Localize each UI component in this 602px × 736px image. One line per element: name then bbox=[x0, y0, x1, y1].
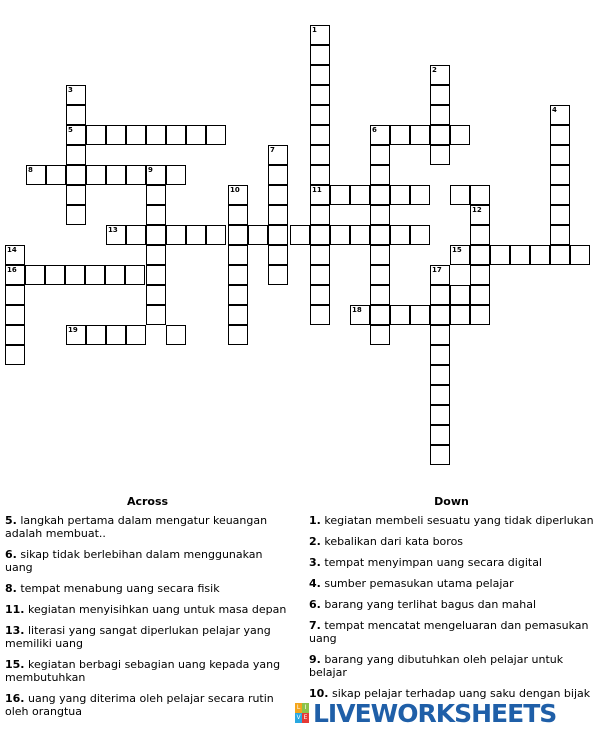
crossword-cell[interactable] bbox=[430, 405, 450, 425]
clue-number: 6. bbox=[5, 548, 17, 561]
crossword-cell[interactable] bbox=[146, 285, 166, 305]
crossword-cell[interactable] bbox=[146, 225, 166, 245]
crossword-cell[interactable] bbox=[550, 225, 570, 245]
logo-letter-tile: E bbox=[303, 714, 308, 721]
clue-text: langkah pertama dalam mengatur keuangan adalah membuat.. bbox=[5, 514, 268, 540]
crossword-cell[interactable] bbox=[450, 285, 470, 305]
clue-number: 9. bbox=[309, 653, 321, 666]
clue-number-label: 9 bbox=[148, 166, 153, 174]
crossword-cell[interactable] bbox=[370, 285, 390, 305]
crossword-cell[interactable] bbox=[146, 245, 166, 265]
crossword-cell[interactable] bbox=[125, 265, 145, 285]
crossword-cell[interactable] bbox=[550, 125, 570, 145]
crossword-cell[interactable] bbox=[85, 265, 105, 285]
crossword-cell[interactable] bbox=[5, 305, 25, 325]
clue-number-label: 15 bbox=[452, 246, 462, 254]
crossword-cell[interactable] bbox=[550, 205, 570, 225]
crossword-cell[interactable] bbox=[310, 305, 330, 325]
crossword-cell[interactable] bbox=[310, 165, 330, 185]
clue-number-label: 8 bbox=[28, 166, 33, 174]
crossword-cell[interactable] bbox=[370, 265, 390, 285]
crossword-cell[interactable] bbox=[410, 305, 430, 325]
crossword-cell[interactable] bbox=[105, 265, 125, 285]
crossword-cell[interactable] bbox=[166, 125, 186, 145]
clue-number-label: 10 bbox=[230, 186, 240, 194]
clue-number-label: 18 bbox=[352, 306, 362, 314]
crossword-cell[interactable] bbox=[310, 205, 330, 225]
across-clues bbox=[5, 493, 290, 726]
crossword-cell[interactable] bbox=[370, 165, 390, 185]
clue-number-label: 2 bbox=[432, 66, 437, 74]
crossword-cell[interactable] bbox=[490, 245, 510, 265]
crossword-cell[interactable] bbox=[330, 225, 350, 245]
crossword-cell[interactable] bbox=[268, 185, 288, 205]
watermark-text: LIVEWORKSHEETS bbox=[313, 698, 557, 728]
down-clue bbox=[309, 653, 594, 679]
crossword-cell[interactable] bbox=[166, 165, 186, 185]
crossword-cell[interactable] bbox=[228, 285, 248, 305]
logo-letter-tile: L bbox=[296, 704, 301, 711]
crossword-cell[interactable] bbox=[228, 245, 248, 265]
down-clue bbox=[309, 556, 594, 569]
crossword-cell[interactable] bbox=[390, 225, 410, 245]
crossword-cell[interactable] bbox=[146, 305, 166, 325]
crossword-cell[interactable] bbox=[390, 125, 410, 145]
crossword-cell[interactable] bbox=[126, 125, 146, 145]
crossword-cell[interactable] bbox=[430, 445, 450, 465]
clue-text: kegiatan berbagi sebagian uang kepada yang membutuhkan bbox=[5, 658, 281, 684]
crossword-cell[interactable] bbox=[470, 285, 490, 305]
crossword-cell[interactable] bbox=[228, 225, 248, 245]
down-clue bbox=[309, 535, 594, 548]
crossword-cell[interactable] bbox=[350, 185, 370, 205]
crossword-cell[interactable] bbox=[430, 105, 450, 125]
crossword-cell[interactable] bbox=[430, 325, 450, 345]
clue-text: sikap tidak berlebihan dalam menggunakan uang bbox=[5, 548, 263, 574]
crossword-cell[interactable] bbox=[450, 185, 470, 205]
crossword-cell[interactable] bbox=[5, 325, 25, 345]
crossword-cell[interactable] bbox=[5, 285, 25, 305]
crossword-cell[interactable] bbox=[310, 105, 330, 125]
logo-letter-tile: V bbox=[296, 714, 301, 721]
across-clue bbox=[5, 603, 290, 616]
clue-number: 11. bbox=[5, 603, 25, 616]
clue-number: 5. bbox=[5, 514, 17, 527]
crossword-cell[interactable] bbox=[370, 205, 390, 225]
crossword-cell[interactable] bbox=[330, 185, 350, 205]
clue-text: barang yang dibutuhkan oleh pelajar untuk belajar bbox=[309, 653, 564, 679]
crossword-cell[interactable] bbox=[430, 385, 450, 405]
crossword-cell[interactable] bbox=[310, 265, 330, 285]
crossword-cell[interactable] bbox=[430, 365, 450, 385]
clue-text: barang yang terlihat bagus dan mahal bbox=[320, 598, 537, 611]
crossword-cell[interactable] bbox=[310, 65, 330, 85]
down-clues bbox=[309, 493, 594, 708]
crossword-cell[interactable] bbox=[310, 285, 330, 305]
crossword-cell[interactable] bbox=[5, 345, 25, 365]
clue-number: 7. bbox=[309, 619, 321, 632]
clue-text: tempat menabung uang secara fisik bbox=[16, 582, 220, 595]
crossword-cell[interactable] bbox=[470, 245, 490, 265]
crossword-cell[interactable] bbox=[228, 205, 248, 225]
clue-number-label: 7 bbox=[270, 146, 275, 154]
clue-text: kegiatan membeli sesuatu yang tidak diperlukan bbox=[320, 514, 594, 527]
crossword-cell[interactable] bbox=[126, 325, 146, 345]
across-clue bbox=[5, 514, 290, 540]
crossword-cell[interactable] bbox=[370, 145, 390, 165]
clue-number-label: 4 bbox=[552, 106, 557, 114]
clue-number-label: 17 bbox=[432, 266, 442, 274]
crossword-cell[interactable] bbox=[86, 125, 106, 145]
crossword-cell[interactable] bbox=[146, 265, 166, 285]
logo-letter-tile: I bbox=[302, 703, 309, 713]
crossword-cell[interactable] bbox=[370, 225, 390, 245]
crossword-cell[interactable] bbox=[126, 225, 146, 245]
crossword-cell[interactable] bbox=[570, 245, 590, 265]
crossword-cell[interactable] bbox=[86, 325, 106, 345]
clue-number-label: 16 bbox=[7, 266, 17, 274]
crossword-cell[interactable] bbox=[186, 225, 206, 245]
crossword-cell[interactable] bbox=[268, 265, 288, 285]
crossword-cell[interactable] bbox=[166, 225, 186, 245]
clue-number: 16. bbox=[5, 692, 25, 705]
clue-number-label: 14 bbox=[7, 246, 17, 254]
crossword-cell[interactable] bbox=[45, 265, 65, 285]
crossword-cell[interactable] bbox=[430, 145, 450, 165]
clue-text: kegiatan menyisihkan uang untuk masa depan bbox=[24, 603, 287, 616]
crossword-cell[interactable] bbox=[530, 245, 550, 265]
crossword-cell[interactable] bbox=[310, 45, 330, 65]
crossword-cell[interactable] bbox=[430, 125, 450, 145]
crossword-cell[interactable] bbox=[268, 205, 288, 225]
crossword-cell[interactable] bbox=[46, 165, 66, 185]
clue-text: sumber pemasukan utama pelajar bbox=[320, 577, 514, 590]
crossword-cell[interactable] bbox=[310, 225, 330, 245]
crossword-cell[interactable] bbox=[206, 225, 226, 245]
clue-text: sikap pelajar terhadap uang saku dengan bijak bbox=[328, 687, 591, 700]
down-clue bbox=[309, 619, 594, 645]
crossword-cell[interactable] bbox=[25, 265, 45, 285]
clue-number-label: 6 bbox=[372, 126, 377, 134]
crossword-cell[interactable] bbox=[290, 225, 310, 245]
crossword-cell[interactable] bbox=[228, 325, 248, 345]
crossword-cell[interactable] bbox=[370, 325, 390, 345]
crossword-cell[interactable] bbox=[106, 165, 126, 185]
crossword-cell[interactable] bbox=[370, 245, 390, 265]
crossword-cell[interactable] bbox=[430, 285, 450, 305]
across-clue bbox=[5, 548, 290, 574]
crossword-cell[interactable] bbox=[450, 305, 470, 325]
crossword-cell[interactable] bbox=[550, 165, 570, 185]
clue-number: 13. bbox=[5, 624, 25, 637]
crossword-cell[interactable] bbox=[86, 165, 106, 185]
clue-number-label: 5 bbox=[68, 126, 73, 134]
crossword-cell[interactable] bbox=[310, 145, 330, 165]
clue-text: uang yang diterima oleh pelajar secara rutin oleh orangtua bbox=[5, 692, 274, 718]
crossword-cell[interactable] bbox=[390, 305, 410, 325]
crossword-cell[interactable] bbox=[268, 245, 288, 265]
clue-number-label: 3 bbox=[68, 86, 73, 94]
crossword-cell[interactable] bbox=[410, 185, 430, 205]
crossword-cell[interactable] bbox=[510, 245, 530, 265]
clue-number-label: 11 bbox=[312, 186, 322, 194]
clue-number-label: 12 bbox=[472, 206, 482, 214]
crossword-cell[interactable] bbox=[126, 165, 146, 185]
crossword-cell[interactable] bbox=[66, 145, 86, 165]
crossword-cell[interactable] bbox=[370, 305, 390, 325]
crossword-cell[interactable] bbox=[66, 165, 86, 185]
clue-number: 2. bbox=[309, 535, 321, 548]
crossword-cell[interactable] bbox=[65, 265, 85, 285]
crossword-cell[interactable] bbox=[310, 125, 330, 145]
crossword-cell[interactable] bbox=[146, 185, 166, 205]
crossword-cell[interactable] bbox=[146, 125, 166, 145]
clue-number-label: 19 bbox=[68, 326, 78, 334]
crossword-cell[interactable] bbox=[390, 185, 410, 205]
crossword-cell[interactable] bbox=[228, 265, 248, 285]
clue-text: tempat mencatat mengeluaran dan pemasukan uang bbox=[309, 619, 589, 645]
down-clue bbox=[309, 598, 594, 611]
down-clue bbox=[309, 514, 594, 527]
crossword-cell[interactable] bbox=[106, 125, 126, 145]
crossword-cell[interactable] bbox=[410, 125, 430, 145]
clue-number: 1. bbox=[309, 514, 321, 527]
across-clue bbox=[5, 692, 290, 718]
crossword-cell[interactable] bbox=[430, 85, 450, 105]
liveworksheets-logo-icon bbox=[295, 703, 309, 723]
crossword-cell[interactable] bbox=[550, 185, 570, 205]
crossword-cell[interactable] bbox=[370, 185, 390, 205]
crossword-cell[interactable] bbox=[550, 245, 570, 265]
crossword-cell[interactable] bbox=[430, 425, 450, 445]
crossword-cell[interactable] bbox=[228, 305, 248, 325]
crossword-cell[interactable] bbox=[106, 325, 126, 345]
clue-number: 8. bbox=[5, 582, 17, 595]
crossword-cell[interactable] bbox=[430, 305, 450, 325]
down-heading: Down bbox=[434, 495, 469, 508]
crossword-cell[interactable] bbox=[410, 225, 430, 245]
crossword-cell[interactable] bbox=[310, 85, 330, 105]
crossword-cell[interactable] bbox=[206, 125, 226, 145]
crossword-cell[interactable] bbox=[350, 225, 370, 245]
crossword-cell[interactable] bbox=[430, 345, 450, 365]
clue-number: 10. bbox=[309, 687, 329, 700]
crossword-cell[interactable] bbox=[470, 265, 490, 285]
down-clue bbox=[309, 577, 594, 590]
across-heading: Across bbox=[126, 495, 169, 508]
clue-text: kebalikan dari kata boros bbox=[320, 535, 464, 548]
liveworksheets-watermark bbox=[295, 699, 595, 727]
crossword-cell[interactable] bbox=[248, 225, 268, 245]
crossword-cell[interactable] bbox=[186, 125, 206, 145]
clue-number-label: 13 bbox=[108, 226, 118, 234]
crossword-cell[interactable] bbox=[550, 145, 570, 165]
clue-text: tempat menyimpan uang secara digital bbox=[320, 556, 542, 569]
clue-number: 3. bbox=[309, 556, 321, 569]
clue-number-label: 1 bbox=[312, 26, 317, 34]
crossword-cell[interactable] bbox=[450, 125, 470, 145]
crossword-cell[interactable] bbox=[146, 205, 166, 225]
clue-text: literasi yang sangat diperlukan pelajar yang memiliki uang bbox=[5, 624, 271, 650]
crossword-cell[interactable] bbox=[310, 245, 330, 265]
crossword-cell[interactable] bbox=[66, 205, 86, 225]
across-clue bbox=[5, 658, 290, 684]
across-clue bbox=[5, 624, 290, 650]
crossword-cell[interactable] bbox=[66, 185, 86, 205]
crossword-cell[interactable] bbox=[268, 225, 288, 245]
crossword-cell[interactable] bbox=[470, 305, 490, 325]
crossword-cell[interactable] bbox=[166, 325, 186, 345]
clue-number: 4. bbox=[309, 577, 321, 590]
crossword-cell[interactable] bbox=[66, 105, 86, 125]
crossword-cell[interactable] bbox=[470, 185, 490, 205]
crossword-cell[interactable] bbox=[470, 225, 490, 245]
crossword-cell[interactable] bbox=[268, 165, 288, 185]
across-clue bbox=[5, 582, 290, 595]
clue-number: 6. bbox=[309, 598, 321, 611]
clue-number: 15. bbox=[5, 658, 25, 671]
